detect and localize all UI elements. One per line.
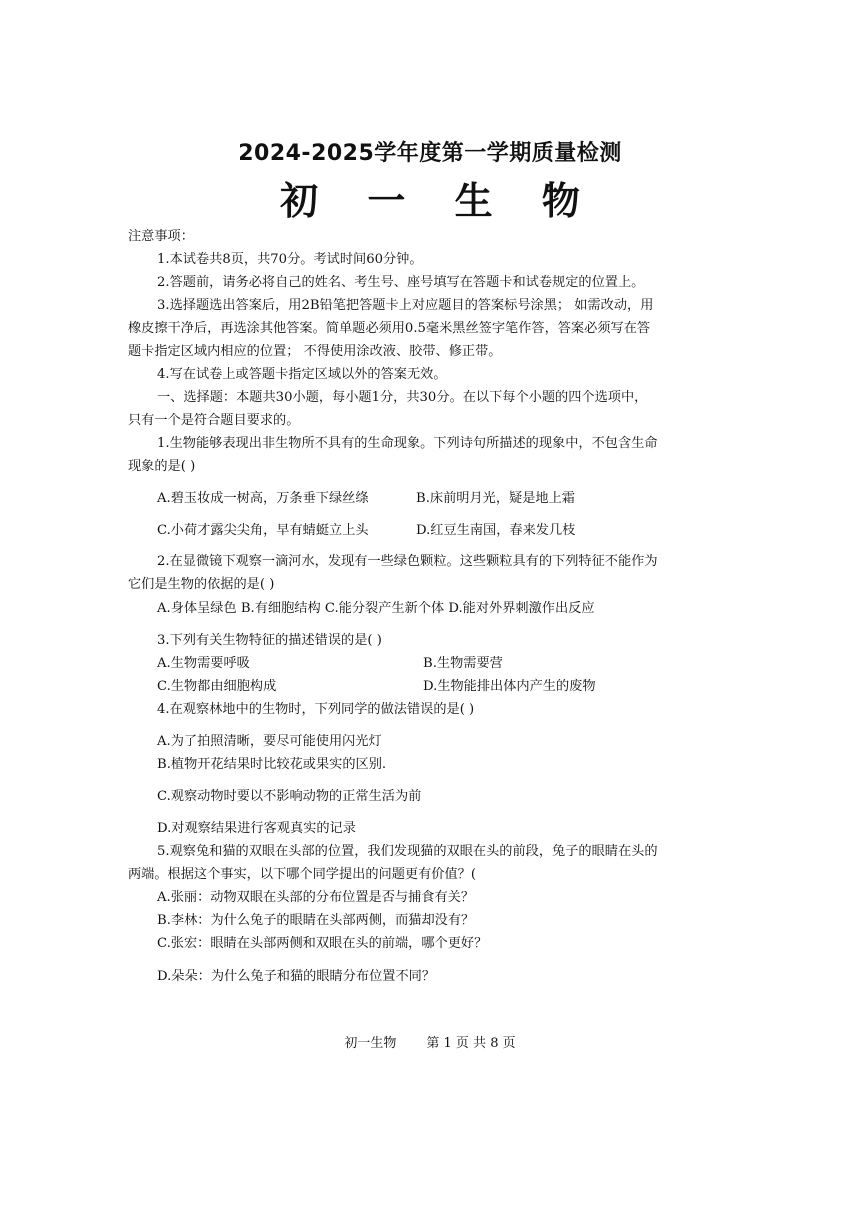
question-4-option-c: C.观察动物时要以不影响动物的正常生活为前 — [157, 789, 422, 804]
subject-title: 初 一 生 物 — [280, 179, 598, 223]
question-5-option-a: A.张丽：动物双眼在头部的分布位置是否与捕食有关？ — [157, 890, 475, 905]
question-1-option-d: D.红豆生南国，春来发几枝 — [416, 523, 576, 538]
question-2-stem-cont: 它们是生物的依据的是( ) — [128, 577, 275, 592]
section-heading: 一、选择题：本题共30小题，每小题1分，共30分。在以下每个小题的四个选项中， — [157, 390, 648, 405]
question-5-option-c: C.张宏：眼睛在头部两侧和双眼在头的前端，哪个更好？ — [157, 936, 488, 951]
notice-item: 4.写在试卷上或答题卡指定区域以外的答案无效。 — [157, 367, 447, 382]
question-5-option-b: B.李林：为什么兔子的眼睛在头部两侧，而猫却没有？ — [157, 913, 475, 928]
notice-item: 3.选择题选出答案后，用2B铅笔把答题卡上对应题目的答案标号涂黑； 如需改动，用 — [157, 298, 654, 313]
question-3-option-c: C.生物都由细胞构成 — [157, 679, 277, 694]
question-4-option-b: B.植物开花结果时比较花或果实的区别. — [157, 757, 387, 772]
question-4-option-a: A.为了拍照清晰，要尽可能使用闪光灯 — [157, 734, 382, 749]
question-1-option-c: C.小荷才露尖尖角，早有蜻蜓立上头 — [157, 523, 369, 538]
notice-item: 题卡指定区域内相应的位置； 不得使用涂改液、胶带、修正带。 — [128, 344, 502, 359]
question-5-stem-cont: 两端。根据这个事实，以下哪个同学提出的问题更有价值？( — [128, 867, 477, 882]
page-footer — [0, 1032, 860, 1051]
section-heading-cont: 只有一个是符合题目要求的。 — [128, 413, 300, 428]
question-3-option-b: B.生物需要营 — [423, 656, 503, 671]
question-3-option-a: A.生物需要呼吸 — [157, 656, 250, 671]
notice-item: 橡皮擦干净后，再选涂其他答案。简单题必须用0.5毫米黑丝签字笔作答，答案必须写在答 — [128, 321, 651, 336]
question-5-option-d: D.朵朵：为什么兔子和猫的眼睛分布位置不同？ — [157, 969, 436, 984]
question-3-stem: 3.下列有关生物特征的描述错误的是( ) — [157, 633, 382, 648]
footer-page-number: 第 1 页 共 8 页 — [426, 1036, 516, 1051]
question-1-stem: 1.生物能够表现出非生物所不具有的生命现象。下列诗句所描述的现象中，不包含生命 — [157, 436, 658, 451]
question-2-stem: 2.在显微镜下观察一滴河水，发现有一些绿色颗粒。这些颗粒具有的下列特征不能作为 — [157, 554, 658, 569]
footer-subject: 初一生物 — [344, 1036, 397, 1051]
exam-title: 2024-2025学年度第一学期质量检测 — [238, 141, 622, 166]
question-4-option-d: D.对观察结果进行客观真实的记录 — [157, 821, 356, 836]
question-1-option-a: A.碧玉妆成一树高，万条垂下绿丝绦 — [157, 491, 369, 506]
question-1-stem-cont: 现象的是( ) — [128, 459, 196, 474]
question-4-stem: 4.在观察林地中的生物时，下列同学的做法错误的是( ) — [157, 702, 475, 717]
notice-item: 1.本试卷共8页，共70分。考试时间60分钟。 — [157, 252, 423, 267]
notice-item: 2.答题前，请务必将自己的姓名、考生号、座号填写在答题卡和试卷规定的位置上。 — [157, 275, 645, 290]
question-2-options: A.身体呈绿色 B.有细胞结构 C.能分裂产生新个体 D.能对外界刺激作出反应 — [157, 601, 595, 616]
question-5-stem: 5.观察兔和猫的双眼在头部的位置，我们发现猫的双眼在头的前段，兔子的眼睛在头的 — [157, 844, 658, 859]
question-3-option-d: D.生物能排出体内产生的废物 — [423, 679, 596, 694]
notice-heading: 注意事项： — [128, 229, 194, 244]
question-1-option-b: B.床前明月光，疑是地上霜 — [416, 491, 575, 506]
